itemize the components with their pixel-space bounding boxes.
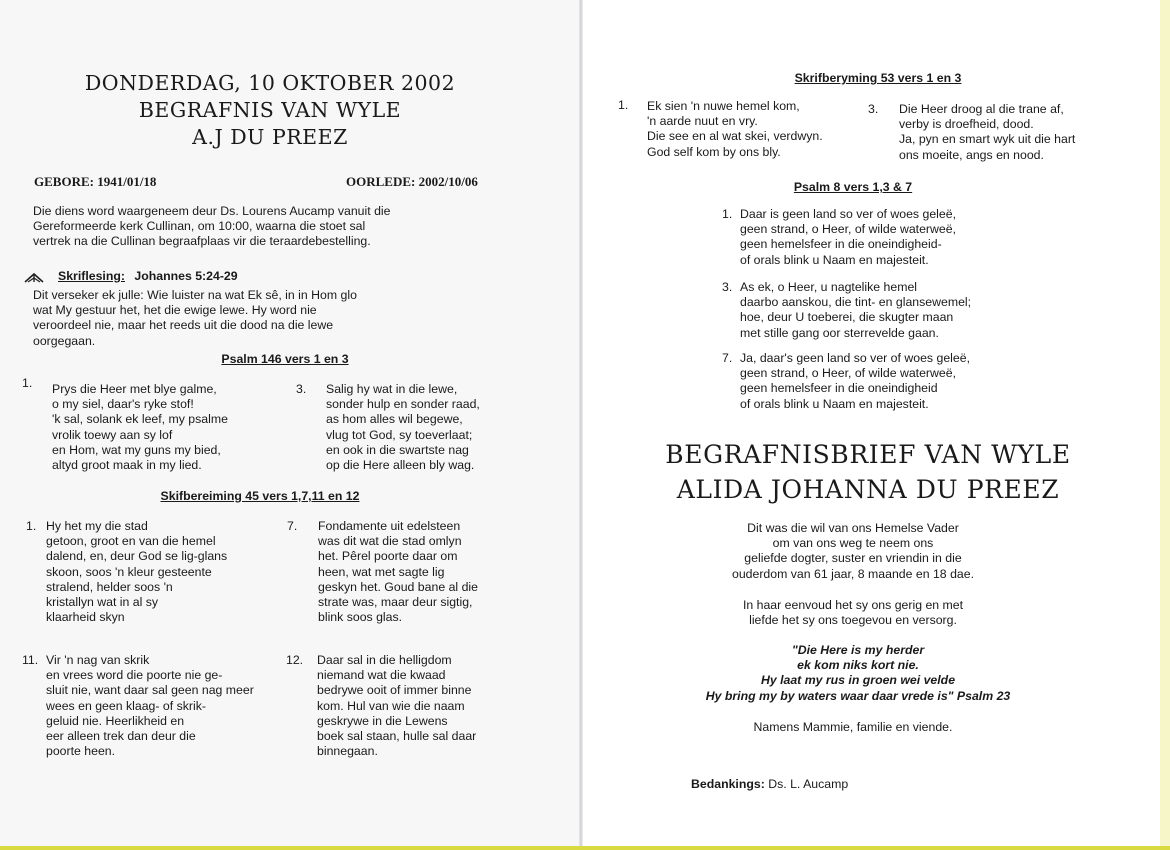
died-date: OORLEDE: 2002/10/06 bbox=[346, 174, 478, 189]
verse-line: Fondamente uit edelsteen bbox=[318, 519, 461, 533]
verse-number: 7. bbox=[722, 351, 733, 365]
verse-line: daarbo aanskou, die tint- en glansewemel; bbox=[740, 295, 972, 310]
quote-line: "Die Here is my herder bbox=[791, 643, 925, 657]
paper-edge-right bbox=[1160, 0, 1170, 850]
verse-line: Prys die Heer met blye galme, bbox=[52, 382, 217, 396]
verse-line: Salig hy wat in die lewe, bbox=[326, 382, 458, 396]
right-page bbox=[583, 0, 1170, 850]
reading-label: Skriflesing: bbox=[58, 269, 125, 283]
verse-line: en vrees word die poorte nie ge- bbox=[46, 668, 223, 683]
verse-number: 1. bbox=[26, 519, 37, 533]
verse-number: 1. bbox=[722, 207, 733, 221]
verse-line: kom. Hul van wie die naam bbox=[317, 698, 465, 713]
verse-line: as hom alles wil begewe, bbox=[326, 412, 463, 427]
open-book-icon bbox=[24, 270, 44, 284]
psalm8-verse-7 bbox=[740, 351, 970, 412]
verse-line: geen hemelsfeer in die oneindigheid- bbox=[740, 237, 942, 252]
verse-line: stralend, helder soos 'n bbox=[46, 579, 173, 594]
verse-line: eer alleen trek dan deur die bbox=[46, 729, 196, 744]
reading-line: wat My gestuur het, het die ewige lewe. Hy word nie bbox=[33, 303, 317, 318]
verse-number: 3. bbox=[868, 102, 879, 116]
heading-date: DONDERDAG, 10 OKTOBER 2002 bbox=[84, 71, 456, 95]
verse-line: geluid nie. Heerlikheid en bbox=[46, 713, 185, 728]
verse-number: 11. bbox=[22, 653, 39, 667]
skrif45-verse-12 bbox=[317, 653, 476, 759]
psalm8-verse-3 bbox=[740, 280, 971, 341]
reading-line: oorgegaan. bbox=[33, 333, 96, 348]
verse-line: Die Heer droog al die trane af, bbox=[899, 102, 1064, 116]
psalm8-title: Psalm 8 vers 1,3 & 7 bbox=[793, 180, 913, 194]
thanks-label: Bedankings: bbox=[691, 777, 765, 791]
verse-line: Ja, pyn en smart wyk uit die hart bbox=[899, 132, 1076, 147]
verse-line: klaarheid skyn bbox=[46, 610, 125, 625]
verse-line: bedrywe ooit of immer binne bbox=[317, 683, 472, 698]
announcement-paragraph bbox=[643, 521, 1063, 582]
verse-line: poorte heen. bbox=[46, 744, 116, 759]
verse-line: en ook in die swartste nag bbox=[326, 442, 469, 457]
verse-number: 1. bbox=[22, 376, 33, 390]
verse-line: ons moeite, angs en nood. bbox=[899, 147, 1044, 162]
verse-line: vlug tot God, sy toeverlaat; bbox=[326, 427, 473, 442]
verse-line: kristallyn wat in al sy bbox=[46, 595, 159, 610]
verse-number: 3. bbox=[296, 382, 307, 396]
skrif53-verse-1 bbox=[647, 99, 823, 160]
verse-line: dalend, en, deur God se lig-glans bbox=[46, 549, 228, 564]
service-line: Die diens word waargeneem deur Ds. Lourens Aucamp vanuit die bbox=[33, 204, 391, 218]
verse-line: Vir 'n nag van skrik bbox=[46, 653, 150, 667]
verse-line: het. Pêrel poorte daar om bbox=[318, 549, 458, 564]
verse-line: binnegaan. bbox=[317, 744, 378, 759]
skrif45-verse-7 bbox=[318, 519, 478, 625]
signoff: Namens Mammie, familie en viende. bbox=[753, 720, 953, 734]
verse-line: sluit nie, want daar sal geen nag meer bbox=[46, 683, 254, 698]
service-line: Gereformeerde kerk Cullinan, om 10:00, waarna die stoet sal bbox=[33, 219, 366, 234]
verse-line: sonder hulp en sonder raad, bbox=[326, 397, 480, 412]
reading-text bbox=[33, 288, 357, 349]
verse-number: 12. bbox=[286, 653, 304, 667]
verse-line: Hy het my die stad bbox=[46, 519, 148, 533]
skrif45-verse-1 bbox=[46, 519, 227, 625]
announcement-line: Dit was die wil van ons Hemelse Vader bbox=[747, 521, 959, 535]
verse-line: geskrywe in die Lewens bbox=[317, 713, 448, 728]
verse-line: 'k sal, solank ek leef, my psalme bbox=[52, 412, 228, 427]
quote-line: ek kom niks kort nie. bbox=[797, 658, 919, 673]
verse-line: verby is droefheid, dood. bbox=[899, 117, 1034, 132]
announcement-line: om van ons weg te neem ons bbox=[772, 536, 934, 551]
verse-line: niemand wat die kwaad bbox=[317, 668, 446, 683]
born-date: GEBORE: 1941/01/18 bbox=[34, 174, 157, 189]
verse-line: getoon, groot en van die hemel bbox=[46, 534, 216, 549]
service-paragraph bbox=[33, 204, 391, 250]
verse-line: vrolik toewy aan sy lof bbox=[52, 427, 173, 442]
psalm-quote bbox=[633, 643, 1083, 704]
verse-line: met stille gang oor sterrevelde gaan. bbox=[740, 325, 939, 340]
verse-line: Ek sien 'n nuwe hemel kom, bbox=[647, 99, 800, 113]
verse-line: geen hemelsfeer in die oneindigheid bbox=[740, 381, 938, 396]
left-page bbox=[0, 0, 583, 850]
heading-funeral: BEGRAFNIS VAN WYLE bbox=[138, 98, 402, 122]
letter-title-line-1: BEGRAFNISBRIEF VAN WYLE bbox=[665, 440, 1071, 469]
verse-line: Ja, daar's geen land so ver of woes geleë, bbox=[740, 351, 970, 365]
heading-name: A.J DU PREEZ bbox=[192, 125, 348, 149]
thanks-name: Ds. L. Aucamp bbox=[768, 777, 849, 791]
verse-line: op die Here alleen bly wag. bbox=[326, 458, 475, 473]
verse-line: skoon, soos 'n kleur gesteente bbox=[46, 564, 212, 579]
verse-line: heen, wat met sagte lig bbox=[318, 564, 445, 579]
verse-line: Daar sal in die helligdom bbox=[317, 653, 452, 667]
verse-line: 'n aarde nuut en vry. bbox=[647, 114, 758, 129]
reading-line: veroordeel nie, maar het reeds uit die dood na die lewe bbox=[33, 318, 334, 333]
skrif53-verse-3 bbox=[899, 102, 1075, 163]
verse-number: 1. bbox=[618, 98, 629, 112]
verse-line: As ek, o Heer, u nagtelike hemel bbox=[740, 280, 918, 294]
quote-line: Hy laat my rus in groen wei velde bbox=[760, 673, 956, 688]
verse-line: blink soos glas. bbox=[318, 610, 403, 625]
tribute-line: In haar eenvoud het sy ons gerig en met bbox=[742, 598, 964, 612]
thanks-line bbox=[691, 777, 848, 791]
verse-line: hoe, deur U toeberei, die skugter maan bbox=[740, 310, 954, 325]
verse-line: wees en geen klaag- of skrik- bbox=[46, 698, 206, 713]
quote-line: Hy bring my by waters waar daar vrede is" Psalm 23 bbox=[705, 688, 1011, 703]
skrif45-verse-11 bbox=[46, 653, 254, 759]
verse-line: Die see en al wat skei, verdwyn. bbox=[647, 129, 823, 144]
paper-edge-bottom bbox=[0, 846, 1170, 850]
tribute-paragraph bbox=[643, 598, 1063, 628]
announcement-line: geliefde dogter, suster en vriendin in die bbox=[744, 551, 962, 566]
psalm146-title: Psalm 146 vers 1 en 3 bbox=[221, 352, 349, 366]
reading-line: Dit verseker ek julle: Wie luister na wat Ek sê, in in Hom glo bbox=[33, 288, 357, 302]
verse-line: strate was, maar deur sigtig, bbox=[318, 595, 473, 610]
verse-line: Daar is geen land so ver of woes geleë, bbox=[740, 207, 957, 221]
verse-line: geskyn het. Goud bane al die bbox=[318, 579, 478, 594]
psalm8-verse-1 bbox=[740, 207, 956, 268]
verse-line: altyd groot maak in my lied. bbox=[52, 458, 202, 473]
announcement-line: ouderdom van 61 jaar, 8 maande en 18 dae. bbox=[731, 566, 975, 581]
verse-line: geen strand, o Heer, of wilde waterweë, bbox=[740, 366, 956, 381]
verse-line: boek sal staan, hulle sal daar bbox=[317, 729, 477, 744]
verse-line: en Hom, wat my guns my bied, bbox=[52, 442, 221, 457]
verse-number: 3. bbox=[722, 280, 733, 294]
verse-line: of orals blink u Naam en majesteit. bbox=[740, 252, 929, 267]
verse-line: o my siel, daar's ryke stof! bbox=[52, 397, 194, 412]
service-line: vertrek na die Cullinan begraafplaas vir die teraardebestelling. bbox=[33, 234, 371, 249]
reading-reference: Johannes 5:24-29 bbox=[134, 269, 238, 283]
reading-heading bbox=[58, 269, 238, 283]
verse-line: geen strand, o Heer, of wilde waterweë, bbox=[740, 222, 956, 237]
verse-line: was dit wat die stad omlyn bbox=[318, 534, 462, 549]
skrif45-title: Skifbereiming 45 vers 1,7,11 en 12 bbox=[160, 489, 360, 503]
letter-title-line-2: ALIDA JOHANNA DU PREEZ bbox=[676, 475, 1060, 504]
verse-line: God self kom by ons bly. bbox=[647, 144, 781, 159]
psalm146-verse-3 bbox=[326, 382, 480, 473]
tribute-line: liefde het sy ons toegevou en versorg. bbox=[749, 613, 957, 628]
verse-number: 7. bbox=[287, 519, 298, 533]
psalm146-verse-1 bbox=[52, 382, 228, 473]
skrif53-title: Skrifberyming 53 vers 1 en 3 bbox=[794, 71, 962, 85]
verse-line: of orals blink u Naam en majesteit. bbox=[740, 396, 929, 411]
